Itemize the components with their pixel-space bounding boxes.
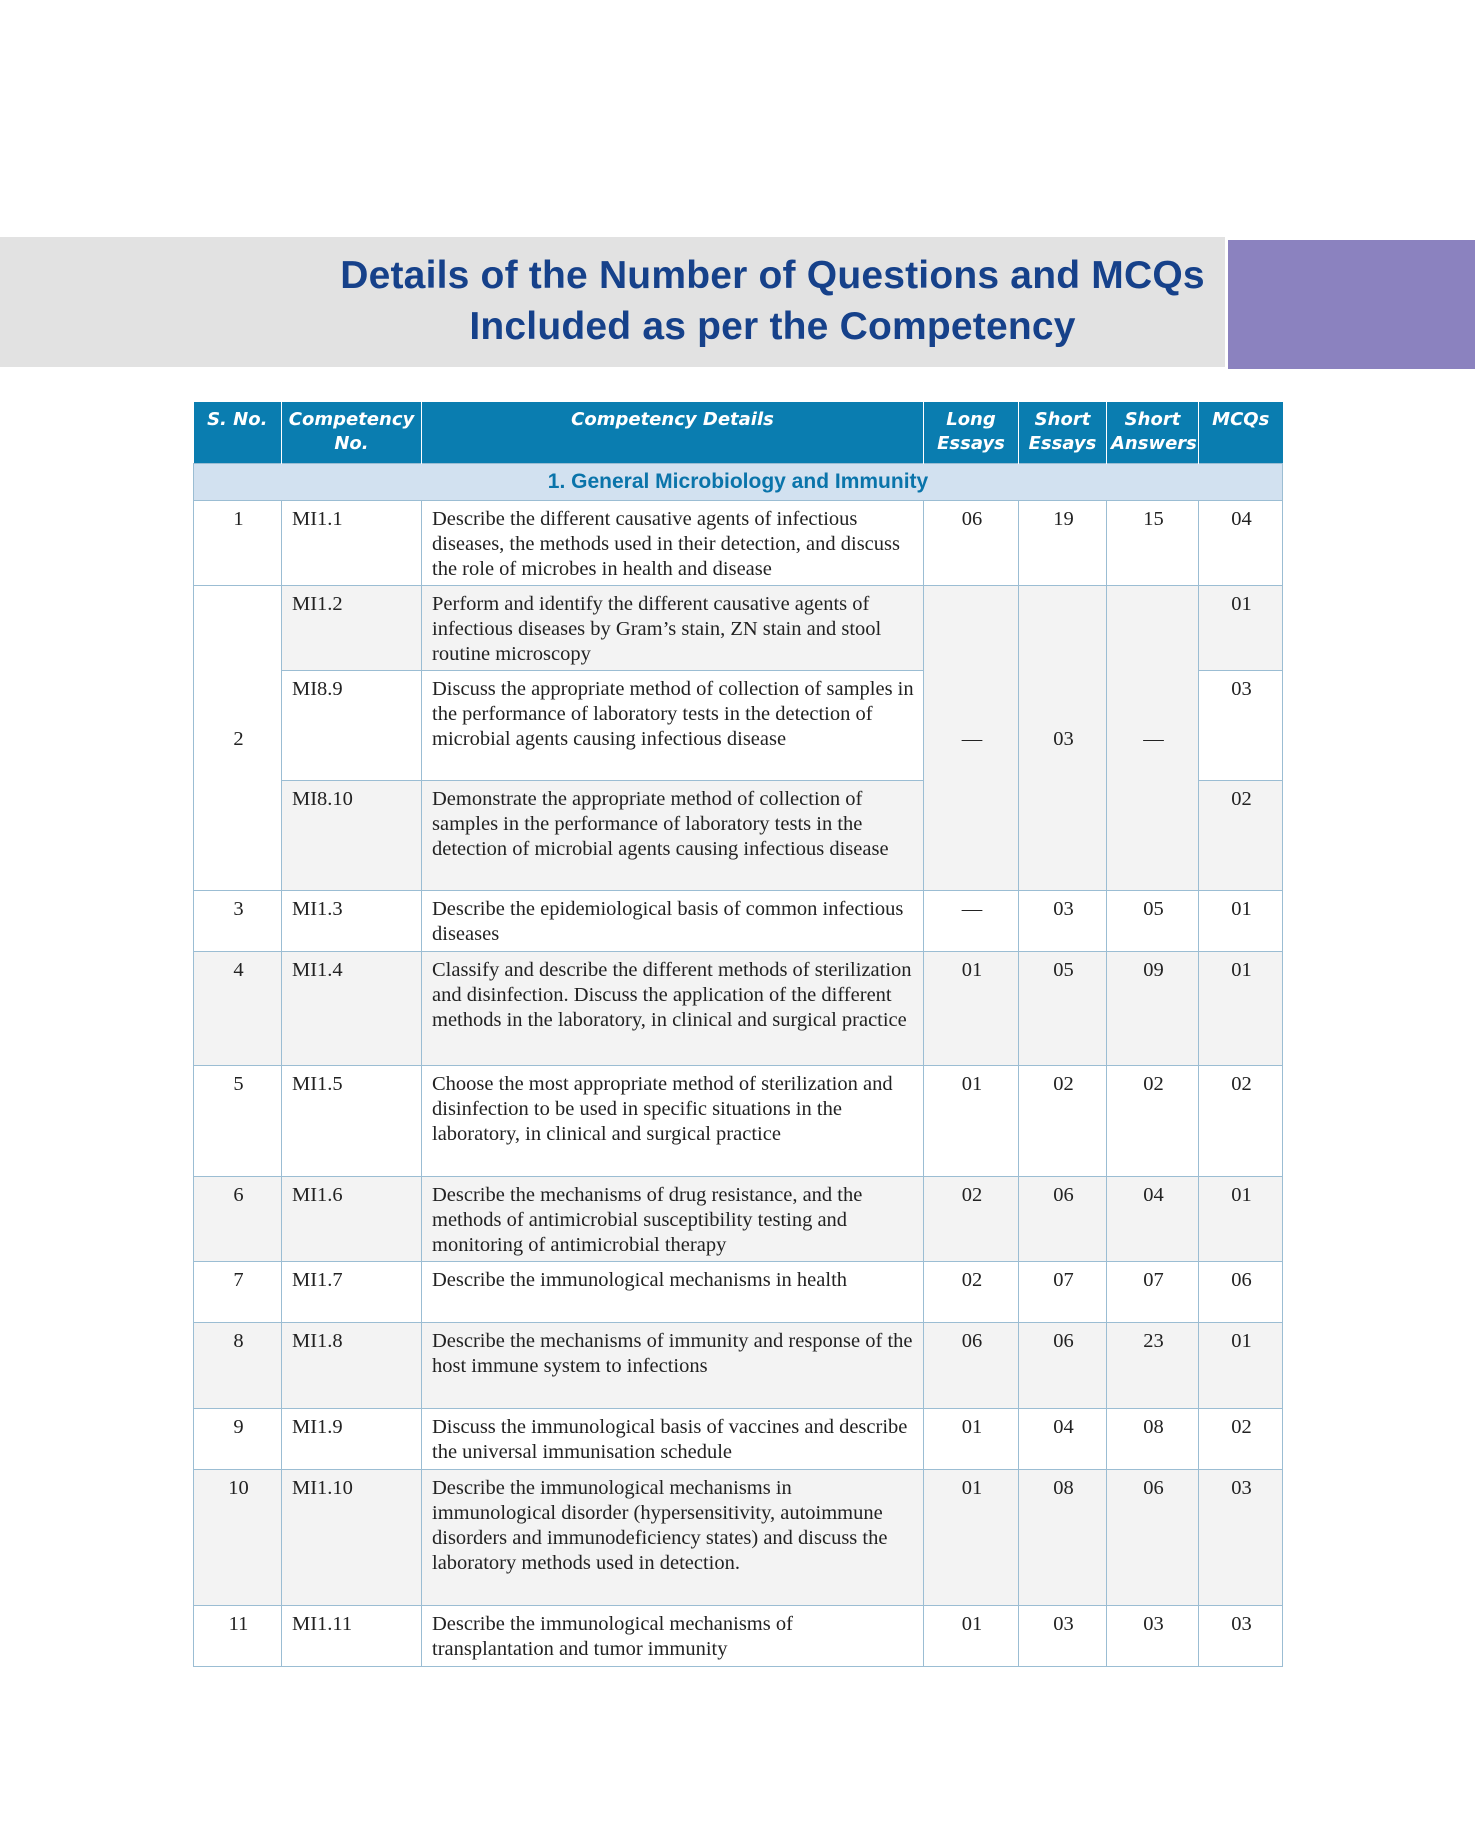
cell-details: Classify and describe the different methods of sterilization and disinfection. Discuss the application of the different methods in the laboratory, in clinical and surgical practice bbox=[422, 952, 924, 1066]
cell-long-essays: 02 bbox=[924, 1177, 1019, 1262]
cell-long-essays: — bbox=[924, 586, 1019, 891]
header-short-answers bbox=[1107, 402, 1199, 464]
cell-sno: 4 bbox=[194, 952, 282, 1066]
cell-short-essays: 19 bbox=[1019, 501, 1107, 586]
cell-sno: 10 bbox=[194, 1470, 282, 1606]
cell-mcqs: 04 bbox=[1199, 501, 1283, 586]
cell-long-essays: 01 bbox=[924, 1066, 1019, 1177]
cell-sno: 9 bbox=[194, 1409, 282, 1470]
cell-mcqs: 01 bbox=[1199, 952, 1283, 1066]
cell-competency-no: MI1.5 bbox=[282, 1066, 422, 1177]
header-short-l2: Essays bbox=[1028, 433, 1097, 454]
cell-details: Describe the mechanisms of immunity and response of the host immune system to infections bbox=[422, 1323, 924, 1409]
cell-competency-no: MI1.7 bbox=[282, 1262, 422, 1323]
table-row bbox=[194, 501, 1283, 586]
cell-short-essays: 03 bbox=[1019, 891, 1107, 952]
cell-long-essays: 02 bbox=[924, 1262, 1019, 1323]
cell-short-essays: 06 bbox=[1019, 1323, 1107, 1409]
cell-mcqs: 01 bbox=[1199, 586, 1283, 671]
table-row bbox=[194, 586, 1283, 671]
page-title bbox=[0, 250, 1475, 352]
cell-competency-no: MI1.8 bbox=[282, 1323, 422, 1409]
section-title: 1. General Microbiology and Immunity bbox=[194, 464, 1283, 501]
cell-short-essays: 05 bbox=[1019, 952, 1107, 1066]
cell-short-essays: 06 bbox=[1019, 1177, 1107, 1262]
table-row bbox=[194, 1470, 1283, 1606]
header-long-l1: Long bbox=[946, 409, 996, 430]
header-answers-l2: Answers bbox=[1111, 433, 1197, 454]
table-row bbox=[194, 1066, 1283, 1177]
cell-competency-no: MI8.10 bbox=[282, 781, 422, 891]
cell-short-answers: 09 bbox=[1107, 952, 1199, 1066]
cell-short-answers: 23 bbox=[1107, 1323, 1199, 1409]
cell-details: Describe the different causative agents of infectious diseases, the methods used in their detection, and discuss the role of microbes in health and disease bbox=[422, 501, 924, 586]
cell-short-answers: 15 bbox=[1107, 501, 1199, 586]
cell-long-essays: — bbox=[924, 891, 1019, 952]
table-row bbox=[194, 1409, 1283, 1470]
cell-competency-no: MI1.1 bbox=[282, 501, 422, 586]
cell-details: Describe the immunological mechanisms in health bbox=[422, 1262, 924, 1323]
cell-competency-no: MI1.6 bbox=[282, 1177, 422, 1262]
table-row bbox=[194, 1606, 1283, 1667]
cell-competency-no: MI1.9 bbox=[282, 1409, 422, 1470]
cell-long-essays: 01 bbox=[924, 1606, 1019, 1667]
competency-table bbox=[193, 402, 1283, 1667]
cell-mcqs: 06 bbox=[1199, 1262, 1283, 1323]
header-competency-no-l2: No. bbox=[334, 433, 369, 454]
cell-details: Describe the mechanisms of drug resistance, and the methods of antimicrobial susceptibility testing and monitoring of antimicrobial therapy bbox=[422, 1177, 924, 1262]
header-short-l1: Short bbox=[1034, 409, 1091, 430]
cell-short-answers: 08 bbox=[1107, 1409, 1199, 1470]
cell-mcqs: 02 bbox=[1199, 1409, 1283, 1470]
cell-competency-no: MI1.11 bbox=[282, 1606, 422, 1667]
cell-sno: 7 bbox=[194, 1262, 282, 1323]
cell-short-answers: — bbox=[1107, 586, 1199, 891]
cell-competency-no: MI1.2 bbox=[282, 586, 422, 671]
header-competency-no-l1: Competency bbox=[288, 409, 415, 430]
cell-long-essays: 01 bbox=[924, 952, 1019, 1066]
cell-details: Demonstrate the appropriate method of collection of samples in the performance of laboratory tests in the detection of microbial agents causing infectious disease bbox=[422, 781, 924, 891]
cell-sno: 8 bbox=[194, 1323, 282, 1409]
cell-long-essays: 06 bbox=[924, 501, 1019, 586]
cell-competency-no: MI8.9 bbox=[282, 671, 422, 781]
cell-details: Describe the immunological mechanisms in immunological disorder (hypersensitivity, autoimmune disorders and immunodeficiency states) and discuss the laboratory methods used in detection. bbox=[422, 1470, 924, 1606]
cell-mcqs: 01 bbox=[1199, 1177, 1283, 1262]
cell-mcqs: 01 bbox=[1199, 891, 1283, 952]
cell-competency-no: MI1.10 bbox=[282, 1470, 422, 1606]
cell-mcqs: 02 bbox=[1199, 1066, 1283, 1177]
cell-long-essays: 06 bbox=[924, 1323, 1019, 1409]
cell-short-answers: 02 bbox=[1107, 1066, 1199, 1177]
page-title-line-1: Details of the Number of Questions and MCQs bbox=[340, 254, 1205, 297]
cell-mcqs: 03 bbox=[1199, 1470, 1283, 1606]
header-details: Competency Details bbox=[422, 402, 924, 464]
header-sno: S. No. bbox=[194, 402, 282, 464]
page-title-line-2: Included as per the Competency bbox=[469, 305, 1076, 348]
cell-long-essays: 01 bbox=[924, 1470, 1019, 1606]
header-long-essays bbox=[924, 402, 1019, 464]
cell-sno: 1 bbox=[194, 501, 282, 586]
cell-details: Describe the epidemiological basis of common infectious diseases bbox=[422, 891, 924, 952]
table-row bbox=[194, 952, 1283, 1066]
cell-short-answers: 05 bbox=[1107, 891, 1199, 952]
table-header-row bbox=[194, 402, 1283, 464]
cell-short-essays: 08 bbox=[1019, 1470, 1107, 1606]
cell-details: Perform and identify the different causative agents of infectious diseases by Gram’s stain, ZN stain and stool routine microscopy bbox=[422, 586, 924, 671]
cell-sno: 6 bbox=[194, 1177, 282, 1262]
cell-short-essays: 07 bbox=[1019, 1262, 1107, 1323]
cell-mcqs: 03 bbox=[1199, 1606, 1283, 1667]
cell-sno: 2 bbox=[194, 586, 282, 891]
table-row bbox=[194, 1323, 1283, 1409]
cell-sno: 11 bbox=[194, 1606, 282, 1667]
cell-short-answers: 04 bbox=[1107, 1177, 1199, 1262]
cell-details: Choose the most appropriate method of sterilization and disinfection to be used in specific situations in the laboratory, in clinical and surgical practice bbox=[422, 1066, 924, 1177]
cell-long-essays: 01 bbox=[924, 1409, 1019, 1470]
cell-short-essays: 02 bbox=[1019, 1066, 1107, 1177]
table-row bbox=[194, 1262, 1283, 1323]
cell-details: Describe the immunological mechanisms of transplantation and tumor immunity bbox=[422, 1606, 924, 1667]
header-mcqs: MCQs bbox=[1199, 402, 1283, 464]
cell-short-answers: 07 bbox=[1107, 1262, 1199, 1323]
cell-details: Discuss the immunological basis of vaccines and describe the universal immunisation schedule bbox=[422, 1409, 924, 1470]
section-row bbox=[194, 464, 1283, 501]
table-row bbox=[194, 891, 1283, 952]
cell-short-essays: 04 bbox=[1019, 1409, 1107, 1470]
header-short-essays bbox=[1019, 402, 1107, 464]
cell-sno: 3 bbox=[194, 891, 282, 952]
cell-short-answers: 06 bbox=[1107, 1470, 1199, 1606]
cell-short-answers: 03 bbox=[1107, 1606, 1199, 1667]
cell-mcqs: 03 bbox=[1199, 671, 1283, 781]
cell-mcqs: 01 bbox=[1199, 1323, 1283, 1409]
table-row bbox=[194, 1177, 1283, 1262]
header-competency-no bbox=[282, 402, 422, 464]
cell-mcqs: 02 bbox=[1199, 781, 1283, 891]
cell-details: Discuss the appropriate method of collection of samples in the performance of laboratory tests in the detection of microbial agents causing infectious disease bbox=[422, 671, 924, 781]
cell-short-essays: 03 bbox=[1019, 1606, 1107, 1667]
cell-competency-no: MI1.4 bbox=[282, 952, 422, 1066]
header-answers-l1: Short bbox=[1124, 409, 1181, 430]
cell-short-essays: 03 bbox=[1019, 586, 1107, 891]
cell-sno: 5 bbox=[194, 1066, 282, 1177]
cell-competency-no: MI1.3 bbox=[282, 891, 422, 952]
header-long-l2: Essays bbox=[937, 433, 1005, 454]
